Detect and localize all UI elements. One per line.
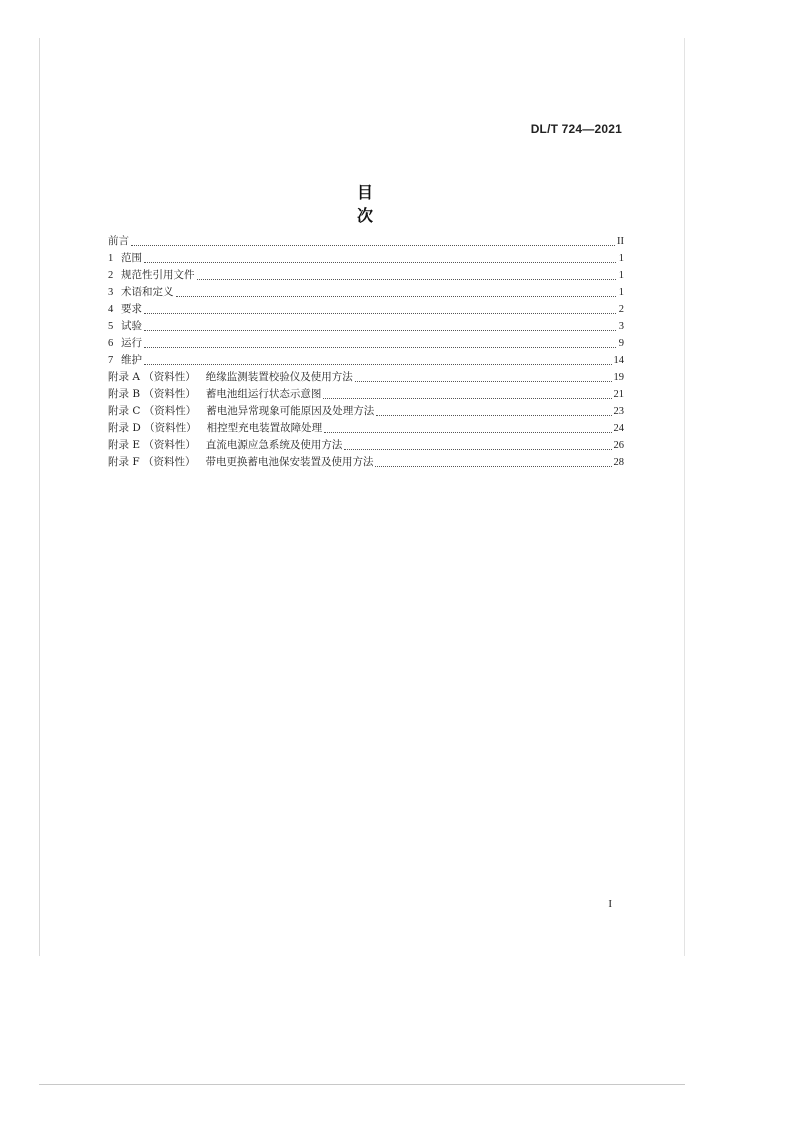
toc-entry-appendix-d[interactable] <box>108 420 624 437</box>
toc-leader-dots <box>344 448 611 450</box>
toc-appendix-prefix: 附录 B （资料性） <box>108 388 196 400</box>
toc-leader-dots <box>176 295 617 297</box>
toc-entry-appendix-b[interactable] <box>108 386 624 403</box>
toc-entry-3[interactable] <box>108 284 624 301</box>
toc-leader-dots <box>144 329 616 331</box>
scan-edge-left <box>39 38 40 956</box>
toc-title: 目 次 <box>356 183 401 225</box>
toc-appendix-prefix: 附录 F （资料性） <box>108 456 196 468</box>
toc-entry-6[interactable] <box>108 335 624 352</box>
toc-entry-foreword[interactable] <box>108 233 624 250</box>
toc-entry-appendix-a[interactable] <box>108 369 624 386</box>
toc-leader-dots <box>324 431 611 433</box>
toc-entry-page: 23 <box>613 406 624 417</box>
toc-entry-page: 2 <box>618 304 624 315</box>
toc-appendix-prefix: 附录 D （资料性） <box>108 422 197 434</box>
toc-entry-appendix-e[interactable] <box>108 437 624 454</box>
toc-entry-1[interactable] <box>108 250 624 267</box>
toc-entry-label: 蓄电池异常现象可能原因及处理方法 <box>206 405 375 417</box>
toc-entry-label: 带电更换蓄电池保安装置及使用方法 <box>205 456 374 468</box>
toc-appendix-prefix: 附录 A （资料性） <box>108 371 196 383</box>
toc-entry-page: 9 <box>618 338 624 349</box>
toc-entry-page: 14 <box>613 355 624 366</box>
toc-entry-page: 24 <box>613 423 624 434</box>
toc-entry-label: 规范性引用文件 <box>121 269 195 281</box>
toc-entry-number: 2 <box>108 270 114 281</box>
toc-leader-dots <box>355 380 612 382</box>
page-number: I <box>608 898 612 910</box>
standard-code: DL/T 724—2021 <box>530 122 622 136</box>
toc-entry-label: 要求 <box>121 303 142 315</box>
toc-entry-page: 21 <box>613 389 624 400</box>
toc-leader-dots <box>144 346 616 348</box>
toc-entry-page: 26 <box>613 440 624 451</box>
scan-edge-bottom <box>39 1084 685 1085</box>
toc-leader-dots <box>376 414 611 416</box>
toc-entry-page: 3 <box>618 321 624 332</box>
toc-leader-dots <box>131 244 615 246</box>
toc-entry-page: II <box>617 236 624 247</box>
table-of-contents <box>108 233 624 471</box>
toc-entry-4[interactable] <box>108 301 624 318</box>
toc-entry-number: 1 <box>108 253 114 264</box>
toc-entry-label: 运行 <box>121 337 142 349</box>
toc-entry-number: 6 <box>108 338 114 349</box>
toc-entry-number: 5 <box>108 321 114 332</box>
toc-appendix-prefix: 附录 C （资料性） <box>108 405 197 417</box>
toc-entry-number: 3 <box>108 287 114 298</box>
toc-entry-appendix-f[interactable] <box>108 454 624 471</box>
toc-entry-page: 28 <box>613 457 624 468</box>
toc-entry-number: 7 <box>108 355 114 366</box>
toc-entry-5[interactable] <box>108 318 624 335</box>
toc-entry-label: 相控型充电装置故障处理 <box>206 422 323 434</box>
toc-leader-dots <box>144 261 616 263</box>
toc-entry-page: 1 <box>618 253 624 264</box>
toc-entry-label: 绝缘监测装置校验仪及使用方法 <box>205 371 353 383</box>
toc-entry-label: 前言 <box>108 235 129 247</box>
toc-entry-label: 维护 <box>121 354 142 366</box>
toc-entry-number: 4 <box>108 304 114 315</box>
toc-entry-label: 范围 <box>121 252 142 264</box>
toc-entry-7[interactable] <box>108 352 624 369</box>
toc-leader-dots <box>323 397 611 399</box>
toc-entry-label: 蓄电池组运行状态示意图 <box>205 388 322 400</box>
toc-entry-page: 1 <box>618 270 624 281</box>
toc-leader-dots <box>197 278 617 280</box>
toc-appendix-prefix: 附录 E （资料性） <box>108 439 196 451</box>
toc-entry-label: 试验 <box>121 320 142 332</box>
toc-entry-page: 19 <box>613 372 624 383</box>
scan-edge-right <box>684 38 685 956</box>
toc-entry-label: 术语和定义 <box>121 286 174 298</box>
toc-entry-label: 直流电源应急系统及使用方法 <box>205 439 343 451</box>
toc-leader-dots <box>144 363 612 365</box>
toc-entry-page: 1 <box>618 287 624 298</box>
toc-entry-2[interactable] <box>108 267 624 284</box>
toc-entry-appendix-c[interactable] <box>108 403 624 420</box>
toc-leader-dots <box>144 312 616 314</box>
toc-leader-dots <box>375 465 611 467</box>
